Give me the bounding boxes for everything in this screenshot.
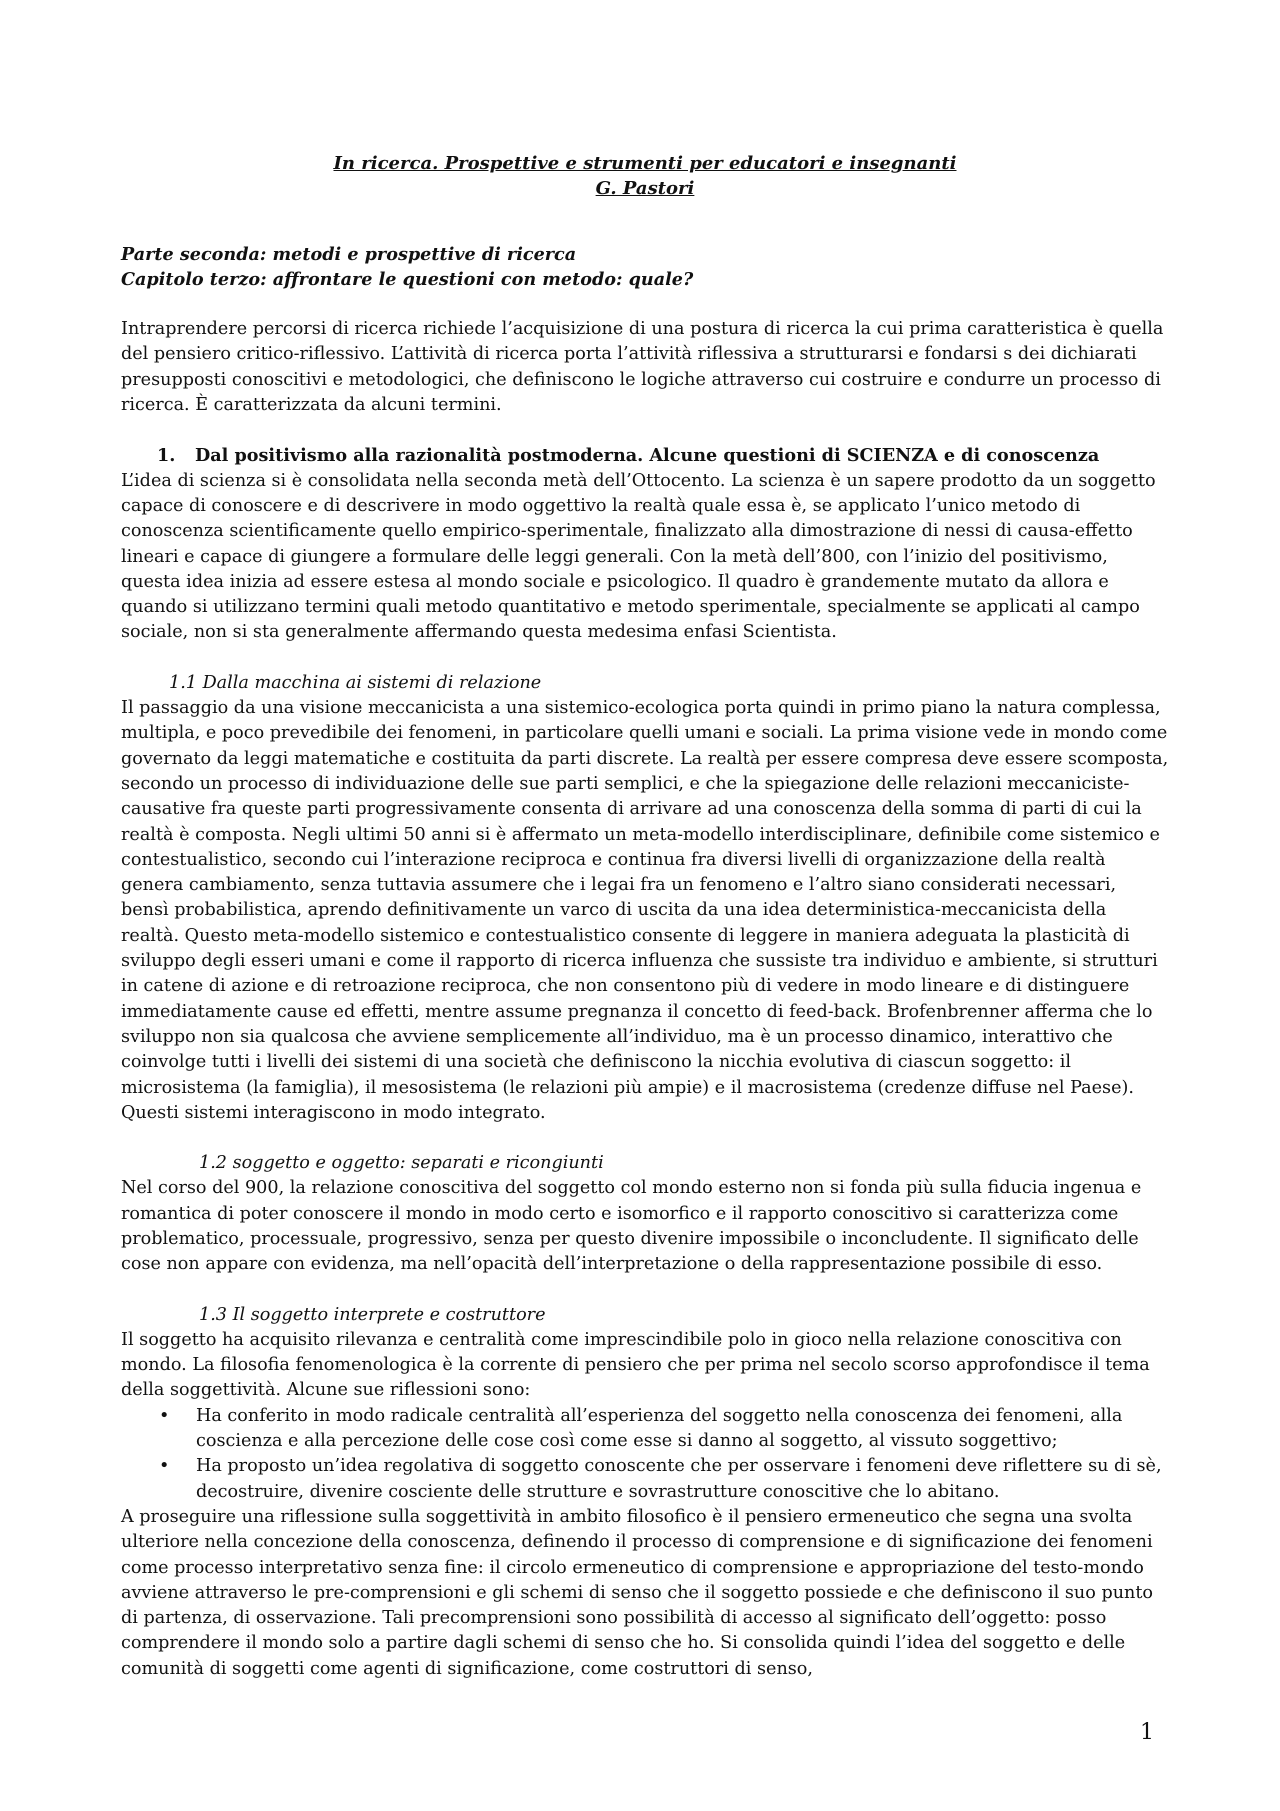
- part-title: Parte seconda: metodi e prospettive di ricerca: [121, 243, 577, 265]
- page-content: [121, 151, 1169, 1682]
- section-1-1-heading: 1.1 Dalla macchina ai sistemi di relazione: [169, 672, 542, 693]
- section-1-2-heading: 1.2 soggetto e oggetto: separati e ricongiunti: [199, 1153, 604, 1174]
- part-heading: [121, 242, 1169, 293]
- document-author: G. Pastori: [595, 178, 695, 200]
- section-1-number: 1.: [157, 445, 176, 467]
- page-number: 1: [1140, 1720, 1154, 1745]
- section-1-3-paragraph: Il soggetto ha acquisito rilevanza e centralità come imprescindibile polo in gioco nella relazione conoscitiva con mondo. La filosofia fenomenologica è la corrente di pensiero che per prima nel secolo scorso approfondisce il tema della soggettività. Alcune sue riflessioni sono:: [121, 1329, 1150, 1401]
- list-item: [121, 1404, 1169, 1455]
- section-1-1-paragraph: Il passaggio da una visione meccanicista a una sistemico-ecologica porta quindi in primo piano la natura complessa, multipla, e poco prevedibile dei fenomeni, in particolare quelli umani e sociali. La prima visione vede in mondo come governato da leggi matematiche e costituita da parti discrete. La realtà per essere compresa deve essere scomposta, secondo un processo di individuazione delle sue parti semplici, e che la spiegazione delle relazioni meccaniciste-causative fra queste parti progressivamente consenta di arrivare ad una conoscenza della somma di parti di cui la realtà è composta. Negli ultimi 50 anni si è affermato un meta-modello interdisciplinare, definibile come sistemico e contestualistico, secondo cui l’interazione reciproca e continua fra diversi livelli di organizzazione della realtà genera cambiamento, senza tuttavia assumere che i legai fra un fenomeno e l’altro siano considerati necessari, bensì probabilistica, aprendo definitivamente un varco di uscita da una idea deterministica-meccanicista della realtà. Questo meta-modello sistemico e contestualistico consente di leggere in maniera adeguata la plasticità di sviluppo degli esseri umani e come il rapporto di ricerca influenza che sussiste tra individuo e ambiente, si strutturi in catene di azione e di retroazione reciproca, che non consentono più di vedere in modo lineare e di distinguere immediatamente cause ed effetti, mentre assume pregnanza il concetto di feed-back. Brofenbrenner afferma che lo sviluppo non sia qualcosa che avviene semplicemente all’individuo, ma è un processo dinamico, interattivo che coinvolge tutti i livelli dei sistemi di una società che definiscono la nicchia evolutiva di ciascun soggetto: il microsistema (la famiglia), il mesosistema (le relazioni più ampie) e il macrosistema (credenze diffuse nel Paese). Questi sistemi interagiscono in modo integrato.: [121, 698, 1169, 1123]
- section-1-heading: [121, 443, 1169, 468]
- document-title: In ricerca. Prospettive e strumenti per educatori e insegnanti: [333, 153, 957, 174]
- section-1-3-heading: 1.3 Il soggetto interprete e costruttore: [199, 1304, 546, 1325]
- section-1-3-paragraph-2: A proseguire una riflessione sulla soggettività in ambito filosofico è il pensiero ermeneutico che segna una svolta ulteriore nella concezione della conoscenza, definendo il processo di comprensione e di significazione dei fenomeni come processo interpretativo senza fine: il circolo ermeneutico di comprensione e appropriazione del testo-mondo avviene attraverso le pre-comprensioni e gli schemi di senso che il soggetto possiede e che definiscono il suo punto di partenza, di osservazione. Tali precomprensioni sono possibilità di accesso al significato dell’oggetto: posso comprendere il mondo solo a partire dagli schemi di senso che ho. Si consolida quindi l’idea del soggetto e delle comunità di soggetti come agenti di significazione, come costruttori di senso,: [121, 1506, 1154, 1679]
- list-item: [121, 1454, 1169, 1505]
- list-item-text: Ha proposto un’idea regolativa di soggetto conoscente che per osservare i fenomeni deve riflettere su di sè, decostruire, divenire cosciente delle strutture e sovrastrutture conoscitive che lo abitano.: [196, 1456, 1162, 1502]
- section-1-2-paragraph: Nel corso del 900, la relazione conoscitiva del soggetto col mondo esterno non si fonda più sulla fiducia ingenua e romantica di poter conoscere il mondo in modo certo e isomorfico e il rapporto conoscitivo si caratterizza come problematico, processuale, progressivo, senza per questo divenire impossibile o inconcludente. Il significato delle cose non appare con evidenza, ma nell’opacità dell’interpretazione o della rappresentazione possibile di esso.: [121, 1178, 1142, 1275]
- bullet-icon: •: [159, 1405, 170, 1426]
- section-1-paragraph: L’idea di scienza si è consolidata nella seconda metà dell’Ottocento. La scienza è un sapere prodotto da un soggetto capace di conoscere e di descrivere in modo oggettivo la realtà quale essa è, se applicato l’unico metodo di conoscenza scientificamente quello empirico-sperimentale, finalizzato alla dimostrazione di nessi di causa-effetto lineari e capace di giungere a formulare delle leggi generali. Con la metà dell’800, con l’inizio del positivismo, questa idea inizia ad essere estesa al mondo sociale e psicologico. Il quadro è grandemente mutato da allora e quando si utilizzano termini quali metodo quantitativo e metodo sperimentale, specialmente se applicati al campo sociale, non si sta generalmente affermando questa medesima enfasi Scientista.: [121, 470, 1156, 643]
- section-1-title: Dal positivismo alla razionalità postmoderna. Alcune questioni di SCIENZA e di conoscenza: [195, 445, 1100, 467]
- chapter-title: Capitolo terzo: affrontare le questioni con metodo: quale?: [121, 268, 694, 290]
- reflections-list: [121, 1404, 1169, 1505]
- intro-paragraph: Intraprendere percorsi di ricerca richiede l’acquisizione di una postura di ricerca la cui prima caratteristica è quella del pensiero critico-riflessivo. L’attività di ricerca porta l’attività riflessiva a strutturarsi e fondarsi s dei dichiarati presupposti conoscitivi e metodologici, che definiscono le logiche attraverso cui costruire e condurre un processo di ricerca. È caratterizzata da alcuni termini.: [121, 319, 1164, 416]
- list-item-text: Ha conferito in modo radicale centralità all’esperienza del soggetto nella conoscenza dei fenomeni, alla coscienza e alla percezione delle cose così come esse si danno al soggetto, al vissuto soggettivo;: [196, 1405, 1123, 1452]
- bullet-icon: •: [159, 1456, 170, 1477]
